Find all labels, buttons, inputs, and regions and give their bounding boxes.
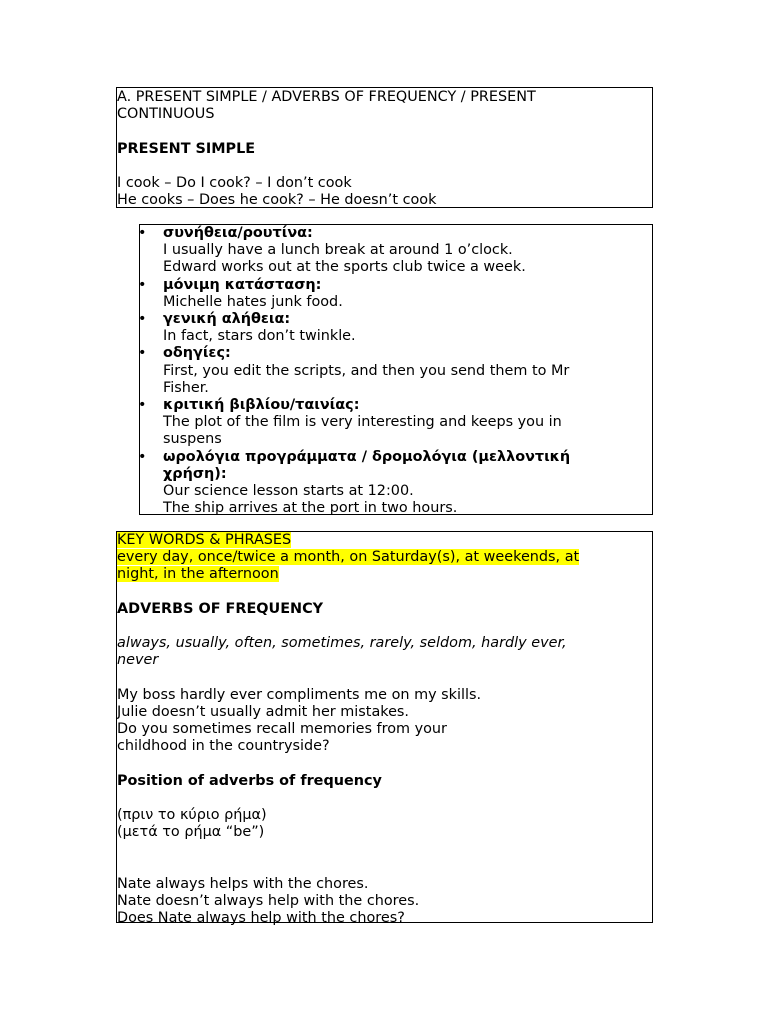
- adverb-example: Julie doesn’t usually admit her mistakes.: [117, 703, 410, 720]
- key-words-heading: [117, 532, 652, 549]
- use-example: Our science lesson starts at 12:00.: [163, 483, 414, 500]
- position-rule: (πριν το κύριο ρήμα): [117, 807, 267, 824]
- use-example: First, you edit the scripts, and then you send them to Mr: [163, 362, 570, 379]
- key-words-text: every day, once/twice a month, on Saturday(s), at weekends, at: [117, 549, 580, 566]
- position-example: Does Nate always help with the chores?: [117, 910, 405, 927]
- uses-list: [140, 225, 652, 517]
- present-simple-box: [116, 87, 653, 208]
- position-example: Nate always helps with the chores.: [117, 875, 369, 892]
- use-example: suspens: [163, 431, 222, 448]
- use-example: The plot of the film is very interesting and keeps you in: [163, 414, 562, 431]
- list-item: [140, 397, 652, 449]
- use-label: κριτική βιβλίου/ταινίας:: [163, 397, 360, 414]
- present-simple-heading: PRESENT SIMPLE: [117, 140, 256, 157]
- uses-box: [139, 224, 653, 515]
- list-item: [140, 311, 652, 345]
- key-words-line: [117, 549, 652, 566]
- use-example: Edward works out at the sports club twice a week.: [163, 259, 526, 276]
- key-words-heading-text: KEY WORDS & PHRASES: [117, 532, 292, 548]
- key-words-line: [117, 566, 652, 583]
- list-item: [140, 225, 652, 277]
- adverbs-box: [116, 531, 653, 927]
- list-item: [140, 277, 652, 311]
- position-rule: (μετά το ρήμα “be”): [117, 824, 265, 841]
- section-title-line1: A. PRESENT SIMPLE / ADVERBS OF FREQUENCY / PRESENT: [117, 89, 536, 105]
- use-label: γενική αλήθεια:: [163, 311, 291, 328]
- adverb-example: Do you sometimes recall memories from your: [117, 721, 447, 738]
- bullet-icon: •: [138, 311, 147, 328]
- bullet-icon: •: [138, 345, 147, 362]
- adverb-example: My boss hardly ever compliments me on my skills.: [117, 686, 482, 703]
- list-item: [140, 345, 652, 397]
- use-label: οδηγίες:: [163, 345, 231, 362]
- position-heading: Position of adverbs of frequency: [117, 772, 382, 789]
- bullet-icon: •: [138, 448, 147, 465]
- use-example: Michelle hates junk food.: [163, 293, 343, 310]
- position-example: Nate doesn’t always help with the chores.: [117, 893, 420, 910]
- adverbs-list-line: never: [117, 652, 159, 669]
- use-example: The ship arrives at the port in two hours.: [163, 500, 458, 517]
- use-example: Fisher.: [163, 379, 209, 396]
- form-example-i: I cook – Do I cook? – I don’t cook: [117, 174, 352, 191]
- use-label: μόνιμη κατάσταση:: [163, 276, 322, 293]
- key-words-text: night, in the afternoon: [117, 566, 279, 583]
- bullet-icon: •: [138, 225, 147, 241]
- bullet-icon: •: [138, 397, 147, 414]
- adverbs-heading: ADVERBS OF FREQUENCY: [117, 600, 324, 617]
- use-example: In fact, stars don’t twinkle.: [163, 328, 356, 345]
- list-item: [140, 449, 652, 518]
- form-example-he: He cooks – Does he cook? – He doesn’t cook: [117, 192, 437, 209]
- use-label: συνήθεια/ρουτίνα:: [163, 225, 313, 241]
- use-label-continued: χρήση):: [163, 465, 227, 482]
- bullet-icon: •: [138, 276, 147, 293]
- adverbs-list-line: always, usually, often, sometimes, rarely, seldom, hardly ever,: [117, 635, 567, 652]
- adverb-example: childhood in the countryside?: [117, 738, 330, 755]
- use-example: I usually have a lunch break at around 1 o’clock.: [163, 242, 513, 259]
- section-title-line2: CONTINUOUS: [117, 106, 215, 123]
- use-label: ωρολόγια προγράμματα / δρομολόγια (μελλοντική: [163, 448, 571, 465]
